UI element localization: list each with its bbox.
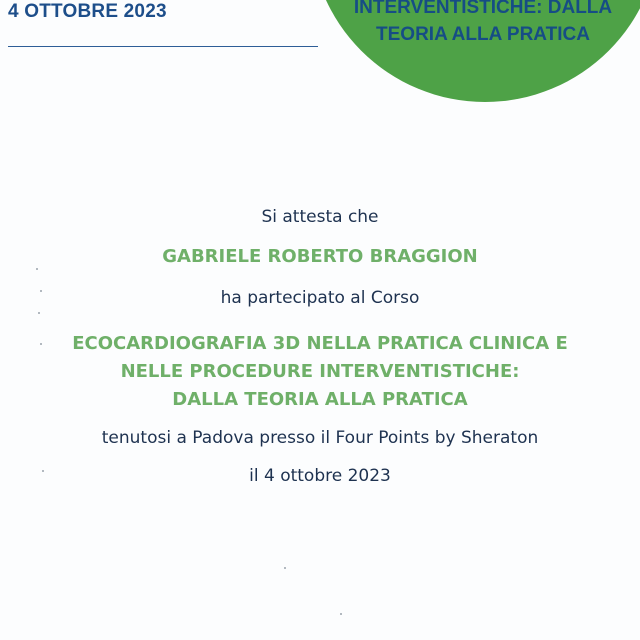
- course-title-line: ECOCARDIOGRAFIA 3D NELLA PRATICA CLINICA E: [72, 333, 568, 354]
- event-date: il 4 ottobre 2023: [249, 466, 391, 486]
- course-badge-title-line: TEORIA ALLA PRATICA: [376, 24, 590, 45]
- scan-speck: [340, 613, 342, 615]
- participation-statement: ha partecipato al Corso: [220, 288, 420, 308]
- header-date: 4 OTTOBRE 2023: [8, 1, 167, 22]
- course-badge-title: [318, 0, 640, 48]
- scan-speck: [36, 268, 38, 270]
- venue-statement: tenutosi a Padova presso il Four Points by Sheraton: [101, 428, 539, 448]
- attestation-intro: Si attesta che: [261, 207, 379, 227]
- course-title-line: NELLE PROCEDURE INTERVENTISTICHE:: [120, 361, 520, 382]
- scan-speck: [38, 312, 40, 314]
- scan-speck: [42, 470, 44, 472]
- participant-name: GABRIELE ROBERTO BRAGGION: [162, 246, 478, 267]
- scan-speck: [40, 343, 42, 345]
- course-title: [0, 330, 640, 414]
- scan-speck: [284, 567, 286, 569]
- header-divider: [8, 46, 318, 47]
- scan-speck: [40, 290, 42, 292]
- course-badge-title-line: INTERVENTISTICHE: DALLA: [353, 0, 613, 18]
- course-title-line: DALLA TEORIA ALLA PRATICA: [172, 389, 468, 410]
